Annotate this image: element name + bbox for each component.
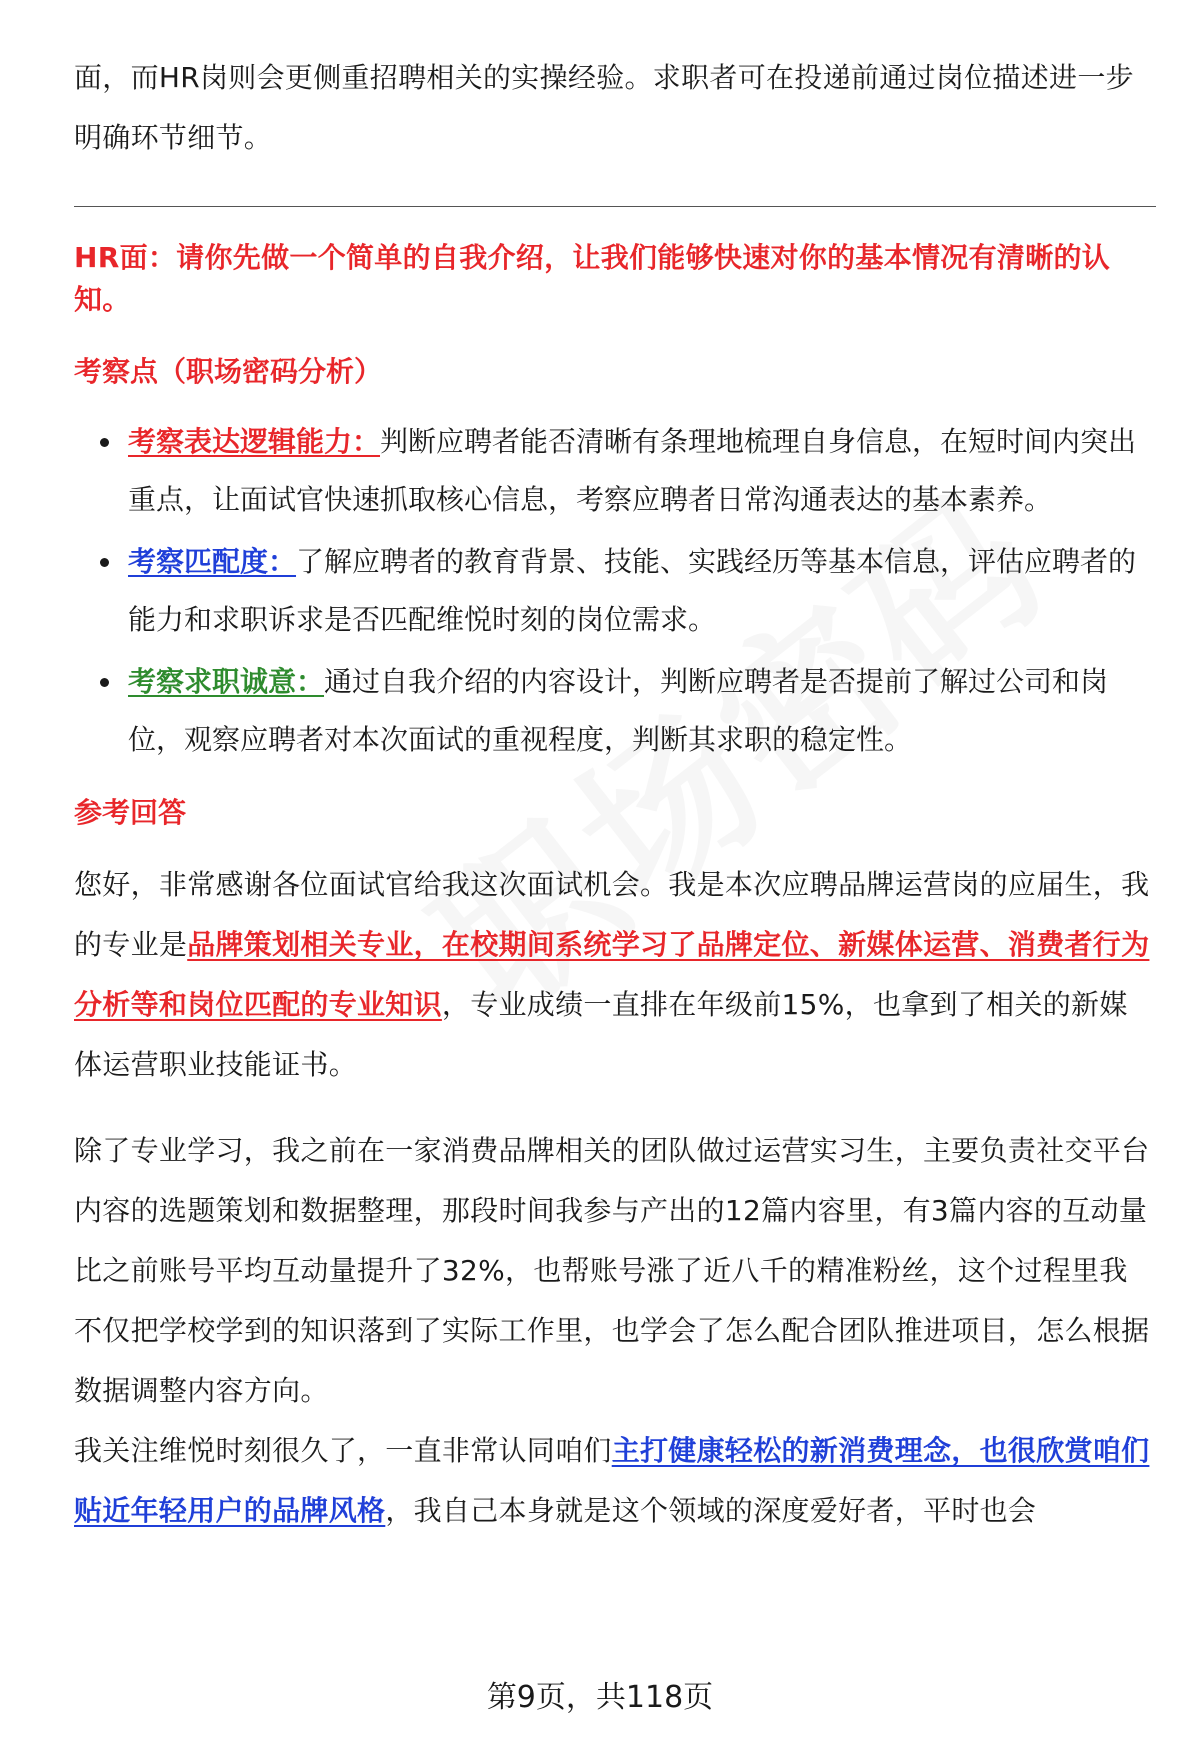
list-item xyxy=(128,413,1154,529)
answer-highlight-blue: 主打健康轻松的新消费理念，也很欣赏咱们贴近年轻用户的品牌风格 xyxy=(74,1434,1150,1527)
answer-paragraph-1 xyxy=(74,855,1154,1095)
list-item xyxy=(128,653,1154,769)
answer-text: 您好，非常感谢各位面试官给我这次面试机会。我是本次应聘品牌运营岗的应届生，我的专业是 xyxy=(74,868,1150,961)
intro-paragraph: 面，而HR岗则会更侧重招聘相关的实操经验。求职者可在投递前通过岗位描述进一步明确环节细节。 xyxy=(74,61,1134,154)
point-text: 了解应聘者的教育背景、技能、实践经历等基本信息，评估应聘者的能力和求职诉求是否匹配维悦时刻的岗位需求。 xyxy=(128,545,1137,636)
interview-question: HR面：请你先做一个简单的自我介绍，让我们能够快速对你的基本情况有清晰的认知。 xyxy=(74,241,1111,316)
answer-highlight-red: 品牌策划相关专业，在校期间系统学习了品牌定位、新媒体运营、消费者行为分析等和岗位匹配的专业知识 xyxy=(74,928,1150,1021)
analysis-points xyxy=(74,413,1154,769)
point-text: 判断应聘者能否清晰有条理地梳理自身信息，在短时间内突出重点，让面试官快速抓取核心信息，考察应聘者日常沟通表达的基本素养。 xyxy=(128,425,1137,516)
answer-text: ，专业成绩一直排在年级前15%，也拿到了相关的新媒体运营职业技能证书。 xyxy=(74,988,1128,1081)
answer-paragraph-2: 除了专业学习，我之前在一家消费品牌相关的团队做过运营实习生，主要负责社交平台内容的选题策划和数据整理，那段时间我参与产出的12篇内容里，有3篇内容的互动量比之前账号平均互动量提升了32%，也帮账号涨了近八千的精准粉丝，这个过程里我不仅把学校学到的知识落到了实际工作里，也学会了怎么配合团队推进项目，怎么根据数据调整内容方向。 xyxy=(74,1134,1150,1407)
point-text: 通过自我介绍的内容设计，判断应聘者是否提前了解过公司和岗位，观察应聘者对本次面试的重视程度，判断其求职的稳定性。 xyxy=(128,665,1109,756)
list-item xyxy=(128,533,1154,649)
page-content xyxy=(74,48,1154,1541)
answer-text: 我关注维悦时刻很久了，一直非常认同咱们 xyxy=(74,1434,612,1467)
answer-paragraph-3 xyxy=(74,1421,1154,1541)
point-keyword-sincerity: 考察求职诚意： xyxy=(128,665,325,698)
point-keyword-match: 考察匹配度： xyxy=(128,545,297,578)
analysis-heading: 考察点（职场密码分析） xyxy=(74,355,383,388)
page-number-footer: 第9页，共118页 xyxy=(486,1680,714,1715)
answer-heading: 参考回答 xyxy=(74,796,187,829)
answer-text: ，我自己本身就是这个领域的深度爱好者，平时也会 xyxy=(385,1494,1037,1527)
section-divider xyxy=(74,206,1156,207)
point-keyword-logic: 考察表达逻辑能力： xyxy=(128,425,381,458)
